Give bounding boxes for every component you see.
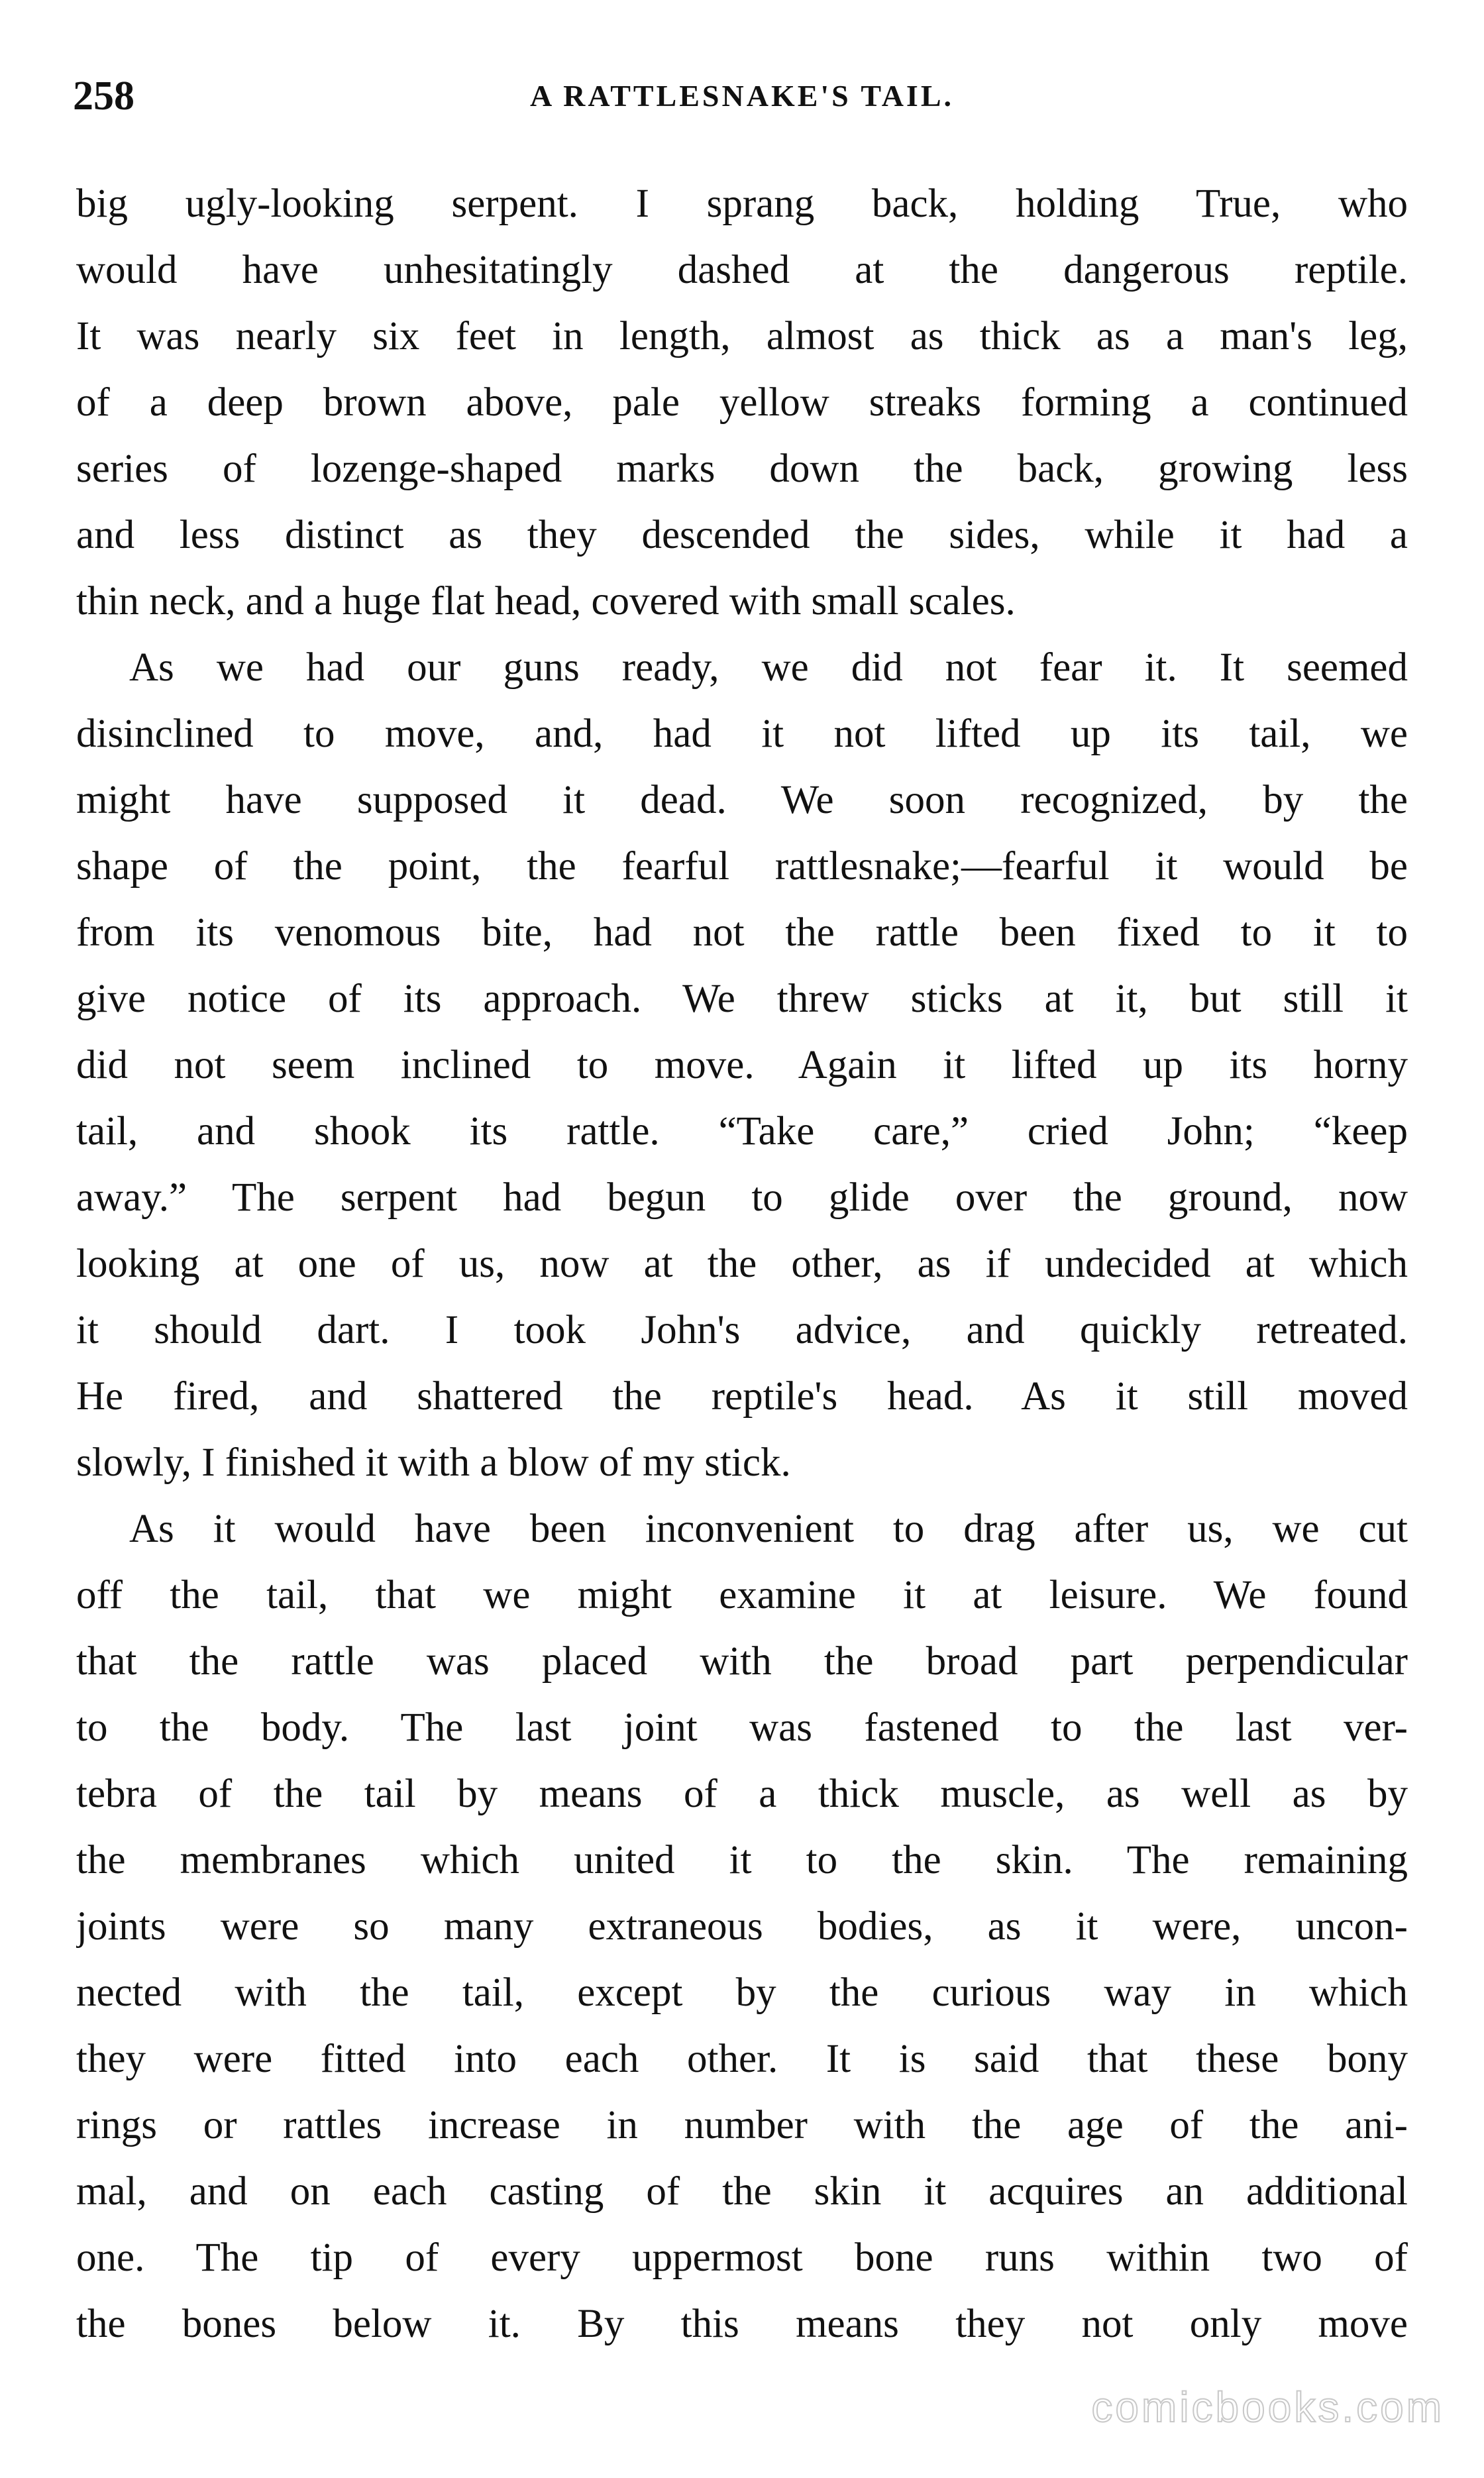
text-line: joints were so many extraneous bodies, as it were, uncon-	[76, 1904, 1408, 1949]
text-line: did not seem inclined to move. Again it lifted up its horny	[76, 1043, 1408, 1087]
page-header	[73, 66, 1411, 126]
text-line: thin neck, and a huge flat head, covered with small scales.	[76, 579, 1016, 623]
text-line: rings or rattles increase in number with the age of the ani-	[76, 2103, 1408, 2147]
text-line: one. The tip of every uppermost bone runs within two of	[76, 2236, 1408, 2280]
text-line: disinclined to move, and, had it not lifted up its tail, we	[76, 712, 1408, 756]
paragraph	[76, 171, 1408, 635]
paragraph	[76, 635, 1408, 1496]
text-line: from its venomous bite, had not the rattle been fixed to it to	[76, 910, 1408, 955]
text-line: series of lozenge-shaped marks down the back, growing less	[76, 447, 1408, 491]
text-line: tail, and shook its rattle. “Take care,” cried John; “keep	[76, 1109, 1408, 1154]
text-line: the membranes which united it to the skin. The remaining	[76, 1838, 1408, 1882]
body-text	[76, 171, 1408, 2357]
text-line: might have supposed it dead. We soon recognized, by the	[76, 778, 1408, 822]
text-line: As it would have been inconvenient to drag after us, we cut	[129, 1507, 1408, 1551]
text-line: As we had our guns ready, we did not fear it. It seemed	[129, 645, 1408, 690]
text-line: mal, and on each casting of the skin it acquires an additional	[76, 2169, 1408, 2214]
page-number: 258	[73, 74, 134, 119]
text-line: off the tail, that we might examine it at leisure. We found	[76, 1573, 1408, 1617]
text-line: of a deep brown above, pale yellow streaks forming a continued	[76, 380, 1408, 425]
text-line: give notice of its approach. We threw sticks at it, but still it	[76, 977, 1408, 1021]
text-line: to the body. The last joint was fastened to the last ver-	[76, 1705, 1408, 1750]
text-line: He fired, and shattered the reptile's head. As it still moved	[76, 1374, 1408, 1419]
text-line: tebra of the tail by means of a thick muscle, as well as by	[76, 1772, 1408, 1816]
text-line: nected with the tail, except by the curious way in which	[76, 1970, 1408, 2015]
text-line: they were fitted into each other. It is said that these bony	[76, 2037, 1408, 2081]
text-line: looking at one of us, now at the other, as if undecided at which	[76, 1242, 1408, 1286]
text-line: shape of the point, the fearful rattlesnake;—fearful it would be	[76, 844, 1408, 889]
text-line: and less distinct as they descended the sides, while it had a	[76, 513, 1408, 557]
text-line: the bones below it. By this means they not only move	[76, 2302, 1408, 2346]
text-line: big ugly-looking serpent. I sprang back, holding True, who	[76, 182, 1408, 226]
text-line: would have unhesitatingly dashed at the dangerous reptile.	[76, 248, 1408, 292]
running-head: A RATTLESNAKE'S TAIL.	[529, 79, 955, 113]
watermark: comicbooks.com	[1091, 2383, 1444, 2431]
text-line: It was nearly six feet in length, almost as thick as a man's leg,	[76, 314, 1408, 358]
paragraph	[76, 1496, 1408, 2357]
text-line: it should dart. I took John's advice, and quickly retreated.	[76, 1308, 1408, 1352]
text-line: away.” The serpent had begun to glide over the ground, now	[76, 1175, 1408, 1220]
text-line: that the rattle was placed with the broad part perpendicular	[76, 1639, 1408, 1684]
text-line: slowly, I finished it with a blow of my stick.	[76, 1440, 791, 1485]
